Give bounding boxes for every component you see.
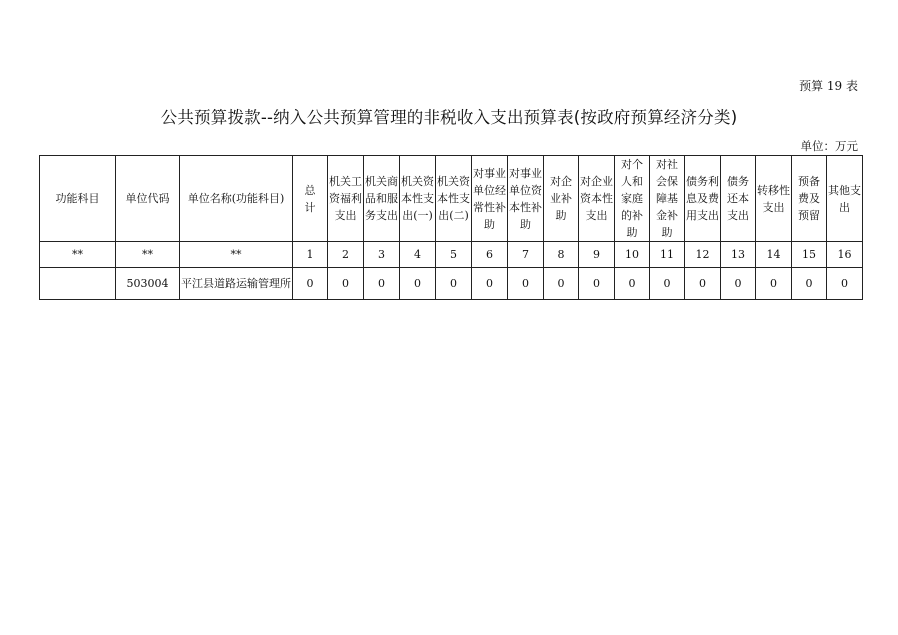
table-cell: 2: [328, 242, 364, 268]
col-header-enterprise-subsidy: 对企业补助: [544, 156, 579, 242]
table-cell: 0: [293, 268, 328, 300]
column-index-row: [40, 242, 863, 268]
table-cell: 0: [544, 268, 579, 300]
table-cell: 6: [472, 242, 508, 268]
table-cell: 0: [579, 268, 615, 300]
table-cell: 7: [508, 242, 544, 268]
table-cell: 14: [756, 242, 792, 268]
col-header-agency-goods-services: 机关商品和服务支出: [364, 156, 400, 242]
table-cell: 0: [685, 268, 721, 300]
col-header-debt-principal: 债务还本支出: [721, 156, 756, 242]
unit-label: 单位：万元: [800, 139, 858, 153]
col-header-reserve: 预备费及预留: [792, 156, 827, 242]
table-cell: 10: [615, 242, 650, 268]
table-cell: **: [116, 242, 180, 268]
col-header-agency-wages: 机关工资福利支出: [328, 156, 364, 242]
table-cell: 15: [792, 242, 827, 268]
col-header-institution-capital-subsidy: 对事业单位资本性补助: [508, 156, 544, 242]
table-cell: 11: [650, 242, 685, 268]
table-cell: 0: [721, 268, 756, 300]
table-cell: **: [180, 242, 293, 268]
col-header-transfer: 转移性支出: [756, 156, 792, 242]
col-header-unit-name: 单位名称(功能科目): [180, 156, 293, 242]
table-cell: 13: [721, 242, 756, 268]
table-row: [40, 268, 863, 300]
table-cell: 0: [756, 268, 792, 300]
table-cell: 0: [400, 268, 436, 300]
table-cell: 平江县道路运输管理所: [180, 268, 293, 300]
col-header-household-subsidy: 对个人和家庭的补助: [615, 156, 650, 242]
table-cell: 0: [827, 268, 863, 300]
table-cell: 16: [827, 242, 863, 268]
col-header-agency-capital-2: 机关资本性支出(二): [436, 156, 472, 242]
table-cell: **: [40, 242, 116, 268]
col-header-agency-capital-1: 机关资本性支出(一): [400, 156, 436, 242]
table-cell: 12: [685, 242, 721, 268]
budget-table: [39, 155, 863, 300]
table-cell: 8: [544, 242, 579, 268]
table-cell: 4: [400, 242, 436, 268]
col-header-function-subject: 功能科目: [40, 156, 116, 242]
table-cell: 503004: [116, 268, 180, 300]
table-cell: 0: [508, 268, 544, 300]
col-header-institution-regular-subsidy: 对事业单位经常性补助: [472, 156, 508, 242]
table-cell: 5: [436, 242, 472, 268]
col-header-enterprise-capital: 对企业资本性支出: [579, 156, 615, 242]
table-cell: 0: [472, 268, 508, 300]
table-cell: 3: [364, 242, 400, 268]
table-cell: 0: [615, 268, 650, 300]
header-row: [40, 156, 863, 242]
table-cell: 0: [328, 268, 364, 300]
col-header-unit-code: 单位代码: [116, 156, 180, 242]
table-cell: 0: [436, 268, 472, 300]
table-cell: [40, 268, 116, 300]
table-cell: 9: [579, 242, 615, 268]
col-header-total: 总 计: [293, 156, 328, 242]
col-header-social-security-subsidy: 对社会保障基金补助: [650, 156, 685, 242]
page-title: 公共预算拨款--纳入公共预算管理的非税收入支出预算表(按政府预算经济分类): [160, 108, 738, 127]
table-cell: 0: [650, 268, 685, 300]
col-header-debt-interest: 债务利息及费用支出: [685, 156, 721, 242]
table-cell: 0: [792, 268, 827, 300]
table-number: 预算 19 表: [799, 79, 858, 93]
table-cell: 0: [364, 268, 400, 300]
table-cell: 1: [293, 242, 328, 268]
col-header-other: 其他支出: [827, 156, 863, 242]
